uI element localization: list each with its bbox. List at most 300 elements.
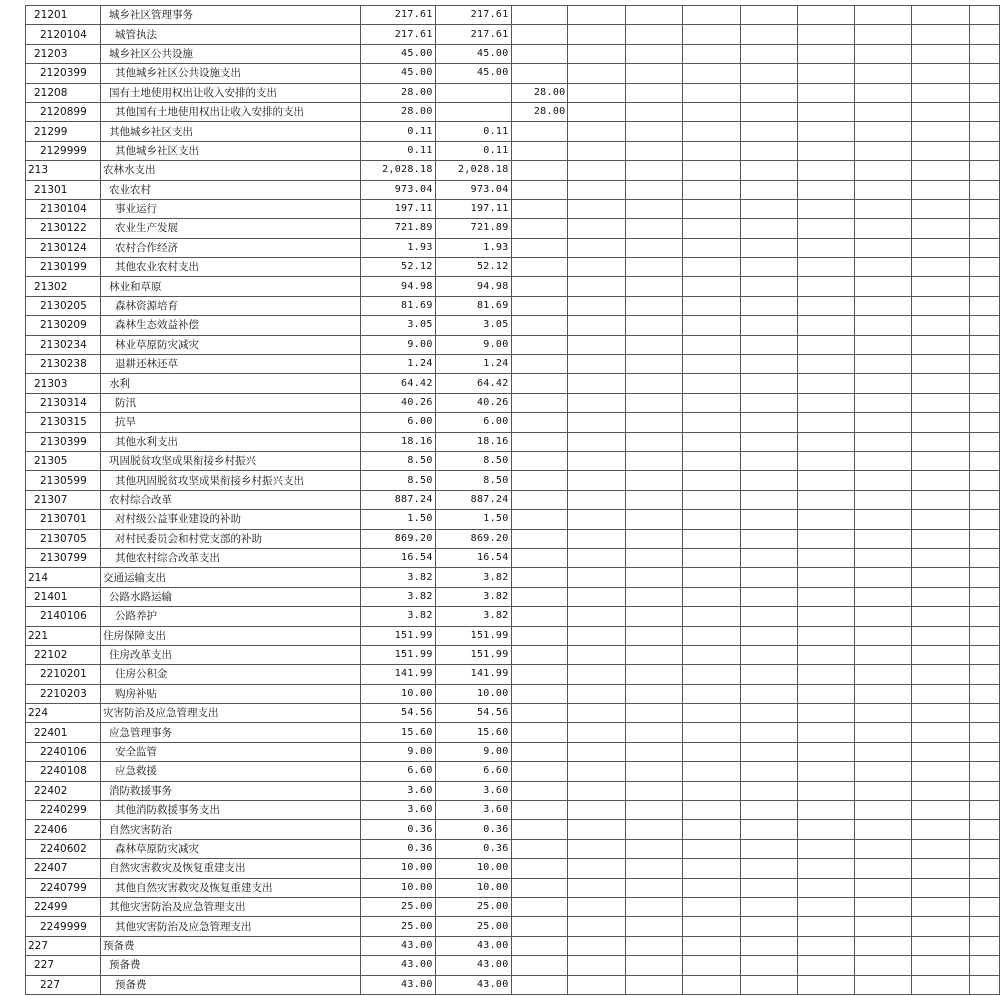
empty-cell [912, 102, 970, 121]
empty-cell [912, 161, 970, 180]
row-name: 森林生态效益补偿 [100, 316, 360, 335]
row-total: 10.00 [360, 684, 435, 703]
table-row [26, 897, 1000, 916]
empty-cell [740, 316, 797, 335]
empty-cell [969, 723, 999, 742]
empty-cell [683, 451, 741, 470]
table-row [26, 6, 1000, 25]
empty-cell [855, 510, 912, 529]
empty-cell [683, 25, 741, 44]
table-row [26, 510, 1000, 529]
empty-cell [740, 413, 797, 432]
table-row [26, 548, 1000, 567]
row-code: 21201 [26, 6, 101, 25]
row-total: 217.61 [360, 6, 435, 25]
empty-cell [797, 44, 855, 63]
empty-cell [568, 897, 626, 916]
empty-cell [797, 393, 855, 412]
empty-cell [855, 44, 912, 63]
empty-cell [626, 25, 683, 44]
empty-cell [912, 180, 970, 199]
row-fund-budget [511, 820, 568, 839]
row-code: 2240602 [26, 839, 101, 858]
row-fund-budget [511, 878, 568, 897]
empty-cell [912, 568, 970, 587]
row-code: 21208 [26, 83, 101, 102]
empty-cell [683, 83, 741, 102]
empty-cell [855, 180, 912, 199]
empty-cell [568, 781, 626, 800]
row-general-budget: 151.99 [435, 645, 511, 664]
empty-cell [797, 122, 855, 141]
empty-cell [740, 859, 797, 878]
empty-cell [855, 25, 912, 44]
empty-cell [568, 25, 626, 44]
empty-cell [740, 374, 797, 393]
row-name: 其他农村综合改革支出 [100, 548, 360, 567]
empty-cell [683, 529, 741, 548]
row-total: 3.82 [360, 587, 435, 606]
empty-cell [969, 975, 999, 994]
empty-cell [855, 393, 912, 412]
row-fund-budget [511, 316, 568, 335]
row-fund-budget [511, 6, 568, 25]
empty-cell [855, 839, 912, 858]
empty-cell [740, 878, 797, 897]
empty-cell [626, 258, 683, 277]
row-code: 2120399 [26, 64, 101, 83]
row-general-budget: 973.04 [435, 180, 511, 199]
empty-cell [797, 180, 855, 199]
empty-cell [568, 83, 626, 102]
empty-cell [568, 723, 626, 742]
row-general-budget: 1.93 [435, 238, 511, 257]
row-name: 农业农村 [100, 180, 360, 199]
row-code: 2240108 [26, 762, 101, 781]
empty-cell [855, 316, 912, 335]
row-fund-budget [511, 374, 568, 393]
row-code: 227 [26, 936, 101, 955]
empty-cell [740, 161, 797, 180]
empty-cell [626, 859, 683, 878]
row-code: 2240106 [26, 742, 101, 761]
row-fund-budget [511, 859, 568, 878]
empty-cell [683, 665, 741, 684]
empty-cell [969, 44, 999, 63]
empty-cell [740, 801, 797, 820]
empty-cell [568, 917, 626, 936]
row-fund-budget [511, 25, 568, 44]
empty-cell [568, 316, 626, 335]
row-code: 21305 [26, 451, 101, 470]
empty-cell [568, 64, 626, 83]
empty-cell [683, 975, 741, 994]
row-code: 2130238 [26, 355, 101, 374]
table-body [26, 6, 1000, 995]
empty-cell [912, 548, 970, 567]
row-code: 2120899 [26, 102, 101, 121]
row-name: 其他农业农村支出 [100, 258, 360, 277]
empty-cell [740, 645, 797, 664]
empty-cell [797, 296, 855, 315]
empty-cell [568, 490, 626, 509]
empty-cell [568, 141, 626, 160]
empty-cell [683, 839, 741, 858]
empty-cell [740, 897, 797, 916]
row-total: 10.00 [360, 878, 435, 897]
row-general-budget: 3.82 [435, 607, 511, 626]
empty-cell [626, 199, 683, 218]
empty-cell [568, 626, 626, 645]
row-name: 预备费 [100, 975, 360, 994]
empty-cell [855, 432, 912, 451]
empty-cell [568, 568, 626, 587]
empty-cell [797, 413, 855, 432]
empty-cell [626, 471, 683, 490]
row-code: 21307 [26, 490, 101, 509]
row-total: 81.69 [360, 296, 435, 315]
row-code: 2130122 [26, 219, 101, 238]
row-general-budget: 16.54 [435, 548, 511, 567]
empty-cell [912, 645, 970, 664]
row-code: 2130399 [26, 432, 101, 451]
empty-cell [568, 820, 626, 839]
empty-cell [626, 122, 683, 141]
row-general-budget: 217.61 [435, 6, 511, 25]
empty-cell [626, 316, 683, 335]
empty-cell [568, 451, 626, 470]
row-name: 事业运行 [100, 199, 360, 218]
empty-cell [912, 296, 970, 315]
empty-cell [740, 762, 797, 781]
empty-cell [568, 161, 626, 180]
row-name: 其他消防救援事务支出 [100, 801, 360, 820]
table-row [26, 122, 1000, 141]
table-row [26, 316, 1000, 335]
empty-cell [740, 277, 797, 296]
empty-cell [855, 102, 912, 121]
row-fund-budget [511, 723, 568, 742]
empty-cell [855, 878, 912, 897]
empty-cell [855, 529, 912, 548]
table-row [26, 723, 1000, 742]
row-general-budget: 18.16 [435, 432, 511, 451]
empty-cell [568, 510, 626, 529]
table-row [26, 258, 1000, 277]
empty-cell [797, 781, 855, 800]
table-row [26, 44, 1000, 63]
table-row [26, 820, 1000, 839]
row-code: 227 [26, 975, 101, 994]
empty-cell [683, 393, 741, 412]
empty-cell [969, 238, 999, 257]
row-name: 其他巩固脱贫攻坚成果衔接乡村振兴支出 [100, 471, 360, 490]
empty-cell [912, 897, 970, 916]
table-row [26, 355, 1000, 374]
row-fund-budget [511, 277, 568, 296]
row-fund-budget [511, 471, 568, 490]
row-name: 住房保障支出 [100, 626, 360, 645]
empty-cell [740, 122, 797, 141]
row-fund-budget [511, 451, 568, 470]
empty-cell [626, 684, 683, 703]
empty-cell [740, 723, 797, 742]
empty-cell [797, 529, 855, 548]
row-general-budget: 81.69 [435, 296, 511, 315]
row-name: 对村民委员会和村党支部的补助 [100, 529, 360, 548]
empty-cell [797, 277, 855, 296]
empty-cell [683, 219, 741, 238]
row-name: 城乡社区管理事务 [100, 6, 360, 25]
empty-cell [626, 451, 683, 470]
row-total: 9.00 [360, 742, 435, 761]
row-code: 227 [26, 956, 101, 975]
row-code: 2130599 [26, 471, 101, 490]
empty-cell [969, 316, 999, 335]
empty-cell [626, 161, 683, 180]
row-name: 农业生产发展 [100, 219, 360, 238]
empty-cell [855, 762, 912, 781]
empty-cell [626, 64, 683, 83]
row-code: 2129999 [26, 141, 101, 160]
empty-cell [797, 956, 855, 975]
empty-cell [912, 587, 970, 606]
table-row [26, 917, 1000, 936]
table-row [26, 529, 1000, 548]
row-general-budget: 54.56 [435, 704, 511, 723]
empty-cell [912, 859, 970, 878]
table-row [26, 219, 1000, 238]
empty-cell [912, 141, 970, 160]
empty-cell [626, 180, 683, 199]
empty-cell [855, 141, 912, 160]
row-general-budget: 43.00 [435, 936, 511, 955]
row-name: 其他城乡社区支出 [100, 122, 360, 141]
row-total: 1.93 [360, 238, 435, 257]
row-code: 2120104 [26, 25, 101, 44]
empty-cell [969, 355, 999, 374]
empty-cell [855, 820, 912, 839]
row-total: 25.00 [360, 897, 435, 916]
empty-cell [626, 820, 683, 839]
empty-cell [626, 374, 683, 393]
empty-cell [740, 510, 797, 529]
table-row [26, 607, 1000, 626]
row-total: 217.61 [360, 25, 435, 44]
empty-cell [855, 374, 912, 393]
empty-cell [797, 335, 855, 354]
row-name: 预备费 [100, 936, 360, 955]
empty-cell [683, 781, 741, 800]
row-general-budget: 869.20 [435, 529, 511, 548]
row-code: 2240299 [26, 801, 101, 820]
row-name: 林业草原防灾减灾 [100, 335, 360, 354]
empty-cell [740, 25, 797, 44]
row-code: 2210203 [26, 684, 101, 703]
empty-cell [683, 956, 741, 975]
table-row [26, 956, 1000, 975]
row-total: 8.50 [360, 471, 435, 490]
empty-cell [626, 529, 683, 548]
empty-cell [740, 781, 797, 800]
empty-cell [568, 684, 626, 703]
row-name: 预备费 [100, 956, 360, 975]
row-general-budget: 0.36 [435, 839, 511, 858]
empty-cell [740, 335, 797, 354]
row-fund-budget [511, 393, 568, 412]
row-name: 公路水路运输 [100, 587, 360, 606]
empty-cell [855, 723, 912, 742]
empty-cell [740, 219, 797, 238]
row-name: 巩固脱贫攻坚成果衔接乡村振兴 [100, 451, 360, 470]
empty-cell [626, 587, 683, 606]
row-fund-budget [511, 568, 568, 587]
empty-cell [969, 258, 999, 277]
row-name: 消防救援事务 [100, 781, 360, 800]
row-total: 887.24 [360, 490, 435, 509]
row-general-budget: 52.12 [435, 258, 511, 277]
empty-cell [912, 510, 970, 529]
empty-cell [912, 665, 970, 684]
empty-cell [797, 451, 855, 470]
empty-cell [912, 684, 970, 703]
empty-cell [683, 277, 741, 296]
row-code: 21301 [26, 180, 101, 199]
row-fund-budget [511, 219, 568, 238]
empty-cell [855, 83, 912, 102]
empty-cell [797, 607, 855, 626]
table-row [26, 975, 1000, 994]
empty-cell [797, 801, 855, 820]
row-general-budget: 64.42 [435, 374, 511, 393]
empty-cell [626, 102, 683, 121]
empty-cell [855, 917, 912, 936]
row-fund-budget [511, 801, 568, 820]
row-name: 自然灾害防治 [100, 820, 360, 839]
empty-cell [855, 64, 912, 83]
empty-cell [969, 665, 999, 684]
empty-cell [683, 6, 741, 25]
row-total: 8.50 [360, 451, 435, 470]
table-row [26, 180, 1000, 199]
empty-cell [740, 199, 797, 218]
empty-cell [797, 568, 855, 587]
empty-cell [969, 141, 999, 160]
row-total: 141.99 [360, 665, 435, 684]
empty-cell [568, 956, 626, 975]
row-fund-budget [511, 64, 568, 83]
empty-cell [969, 936, 999, 955]
empty-cell [912, 917, 970, 936]
table-row [26, 277, 1000, 296]
empty-cell [969, 122, 999, 141]
empty-cell [568, 878, 626, 897]
empty-cell [740, 820, 797, 839]
empty-cell [626, 917, 683, 936]
empty-cell [912, 44, 970, 63]
empty-cell [626, 6, 683, 25]
empty-cell [568, 587, 626, 606]
empty-cell [740, 451, 797, 470]
empty-cell [797, 471, 855, 490]
empty-cell [912, 219, 970, 238]
row-general-budget: 15.60 [435, 723, 511, 742]
empty-cell [797, 820, 855, 839]
empty-cell [797, 975, 855, 994]
empty-cell [683, 44, 741, 63]
empty-cell [626, 723, 683, 742]
empty-cell [912, 122, 970, 141]
empty-cell [912, 374, 970, 393]
table-row [26, 878, 1000, 897]
empty-cell [568, 219, 626, 238]
row-code: 22401 [26, 723, 101, 742]
empty-cell [740, 684, 797, 703]
empty-cell [568, 393, 626, 412]
table-row [26, 432, 1000, 451]
row-fund-budget [511, 432, 568, 451]
row-total: 3.60 [360, 781, 435, 800]
table-row [26, 665, 1000, 684]
row-general-budget: 887.24 [435, 490, 511, 509]
empty-cell [740, 975, 797, 994]
row-general-budget: 94.98 [435, 277, 511, 296]
row-name: 城乡社区公共设施 [100, 44, 360, 63]
empty-cell [797, 762, 855, 781]
row-general-budget: 25.00 [435, 917, 511, 936]
empty-cell [855, 568, 912, 587]
row-code: 21303 [26, 374, 101, 393]
table-row [26, 238, 1000, 257]
empty-cell [969, 25, 999, 44]
empty-cell [969, 451, 999, 470]
row-name: 住房改革支出 [100, 645, 360, 664]
empty-cell [626, 839, 683, 858]
empty-cell [740, 839, 797, 858]
empty-cell [912, 335, 970, 354]
empty-cell [855, 122, 912, 141]
empty-cell [969, 762, 999, 781]
row-code: 22402 [26, 781, 101, 800]
empty-cell [568, 665, 626, 684]
empty-cell [855, 490, 912, 509]
empty-cell [969, 180, 999, 199]
empty-cell [797, 161, 855, 180]
empty-cell [626, 413, 683, 432]
empty-cell [683, 510, 741, 529]
row-fund-budget [511, 548, 568, 567]
empty-cell [912, 451, 970, 470]
empty-cell [683, 296, 741, 315]
empty-cell [683, 645, 741, 664]
empty-cell [912, 801, 970, 820]
row-code: 2130104 [26, 199, 101, 218]
empty-cell [855, 277, 912, 296]
empty-cell [626, 975, 683, 994]
row-total: 0.11 [360, 122, 435, 141]
row-general-budget: 45.00 [435, 64, 511, 83]
empty-cell [912, 413, 970, 432]
row-total: 45.00 [360, 44, 435, 63]
table-row [26, 393, 1000, 412]
empty-cell [855, 451, 912, 470]
row-total: 3.60 [360, 801, 435, 820]
row-general-budget: 141.99 [435, 665, 511, 684]
row-fund-budget: 28.00 [511, 83, 568, 102]
empty-cell [912, 277, 970, 296]
table-row [26, 839, 1000, 858]
row-code: 2130314 [26, 393, 101, 412]
